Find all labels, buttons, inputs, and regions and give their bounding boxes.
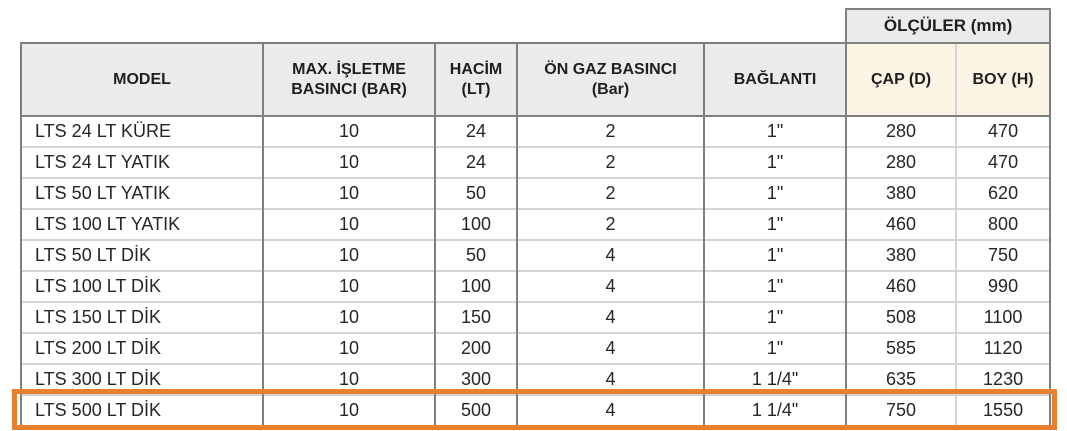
table-cell: LTS 24 LT KÜRE	[21, 116, 263, 147]
table-cell: 470	[956, 116, 1050, 147]
table-cell: 470	[956, 147, 1050, 178]
table-cell: 100	[435, 209, 517, 240]
table-cell: 2	[517, 178, 704, 209]
table-cell: 10	[263, 364, 435, 395]
table-cell: LTS 100 LT DİK	[21, 271, 263, 302]
table-cell: 10	[263, 116, 435, 147]
table-cell: LTS 100 LT YATIK	[21, 209, 263, 240]
column-header-diameter: ÇAP (D)	[846, 43, 956, 116]
table-cell: LTS 50 LT YATIK	[21, 178, 263, 209]
table-cell: 1230	[956, 364, 1050, 395]
table-cell: 10	[263, 271, 435, 302]
column-header-connection: BAĞLANTI	[704, 43, 846, 116]
table-cell: 1120	[956, 333, 1050, 364]
table-cell: 10	[263, 147, 435, 178]
table-row	[21, 240, 1050, 271]
group-header-olculer: ÖLÇÜLER (mm)	[846, 9, 1050, 43]
table-cell: 380	[846, 178, 956, 209]
table-row-highlighted	[21, 395, 1050, 426]
table-cell: 1"	[704, 240, 846, 271]
table-row	[21, 209, 1050, 240]
column-header-volume: HACİM (LT)	[435, 43, 517, 116]
table-row	[21, 333, 1050, 364]
table-cell: 1 1/4"	[704, 364, 846, 395]
table-cell: 280	[846, 116, 956, 147]
table-cell: 1"	[704, 271, 846, 302]
column-header-max-pressure: MAX. İŞLETME BASINCI (BAR)	[263, 43, 435, 116]
table-cell: 10	[263, 209, 435, 240]
column-header-height: BOY (H)	[956, 43, 1050, 116]
table-cell: 1"	[704, 116, 846, 147]
table-cell: 10	[263, 302, 435, 333]
spec-table	[20, 8, 1051, 427]
table-row	[21, 147, 1050, 178]
table-row	[21, 178, 1050, 209]
table-cell: LTS 150 LT DİK	[21, 302, 263, 333]
table-cell: 4	[517, 240, 704, 271]
table-cell: 280	[846, 147, 956, 178]
table-cell: 750	[956, 240, 1050, 271]
table-cell: 10	[263, 178, 435, 209]
table-cell: 150	[435, 302, 517, 333]
table-cell: LTS 500 LT DİK	[21, 395, 263, 426]
table-cell: 24	[435, 116, 517, 147]
column-header-row	[21, 43, 1050, 116]
table-cell: 2	[517, 147, 704, 178]
table-cell: 10	[263, 333, 435, 364]
group-header-row	[21, 9, 1050, 43]
table-row	[21, 302, 1050, 333]
table-cell: 50	[435, 178, 517, 209]
table-cell: 50	[435, 240, 517, 271]
table-cell: 500	[435, 395, 517, 426]
table-cell: LTS 24 LT YATIK	[21, 147, 263, 178]
table-cell: 800	[956, 209, 1050, 240]
table-cell: 10	[263, 240, 435, 271]
table-cell: 100	[435, 271, 517, 302]
table-cell: LTS 200 LT DİK	[21, 333, 263, 364]
table-cell: 4	[517, 271, 704, 302]
table-cell: 4	[517, 333, 704, 364]
table-cell: 4	[517, 302, 704, 333]
table-cell: LTS 50 LT DİK	[21, 240, 263, 271]
table-cell: 300	[435, 364, 517, 395]
table-cell: 460	[846, 209, 956, 240]
table-row	[21, 116, 1050, 147]
table-cell: 635	[846, 364, 956, 395]
table-cell: 508	[846, 302, 956, 333]
table-cell: 1 1/4"	[704, 395, 846, 426]
table-cell: 4	[517, 395, 704, 426]
table-cell: 1"	[704, 209, 846, 240]
table-cell: 4	[517, 364, 704, 395]
table-cell: 2	[517, 209, 704, 240]
table-row	[21, 364, 1050, 395]
table-cell: 1"	[704, 302, 846, 333]
table-cell: LTS 300 LT DİK	[21, 364, 263, 395]
table-cell: 750	[846, 395, 956, 426]
table-cell: 10	[263, 395, 435, 426]
table-cell: 1"	[704, 333, 846, 364]
table-cell: 24	[435, 147, 517, 178]
table-cell: 620	[956, 178, 1050, 209]
group-header-spacer	[21, 9, 846, 43]
table-cell: 1"	[704, 178, 846, 209]
table-cell: 200	[435, 333, 517, 364]
column-header-pre-gas: ÖN GAZ BASINCI (Bar)	[517, 43, 704, 116]
table-cell: 2	[517, 116, 704, 147]
table-cell: 1550	[956, 395, 1050, 426]
table-head	[21, 9, 1050, 116]
table-cell: 1100	[956, 302, 1050, 333]
table-cell: 460	[846, 271, 956, 302]
table-cell: 585	[846, 333, 956, 364]
table-cell: 380	[846, 240, 956, 271]
table-cell: 990	[956, 271, 1050, 302]
table-cell: 1"	[704, 147, 846, 178]
table-body	[21, 116, 1050, 426]
column-header-model: MODEL	[21, 43, 263, 116]
table-row	[21, 271, 1050, 302]
